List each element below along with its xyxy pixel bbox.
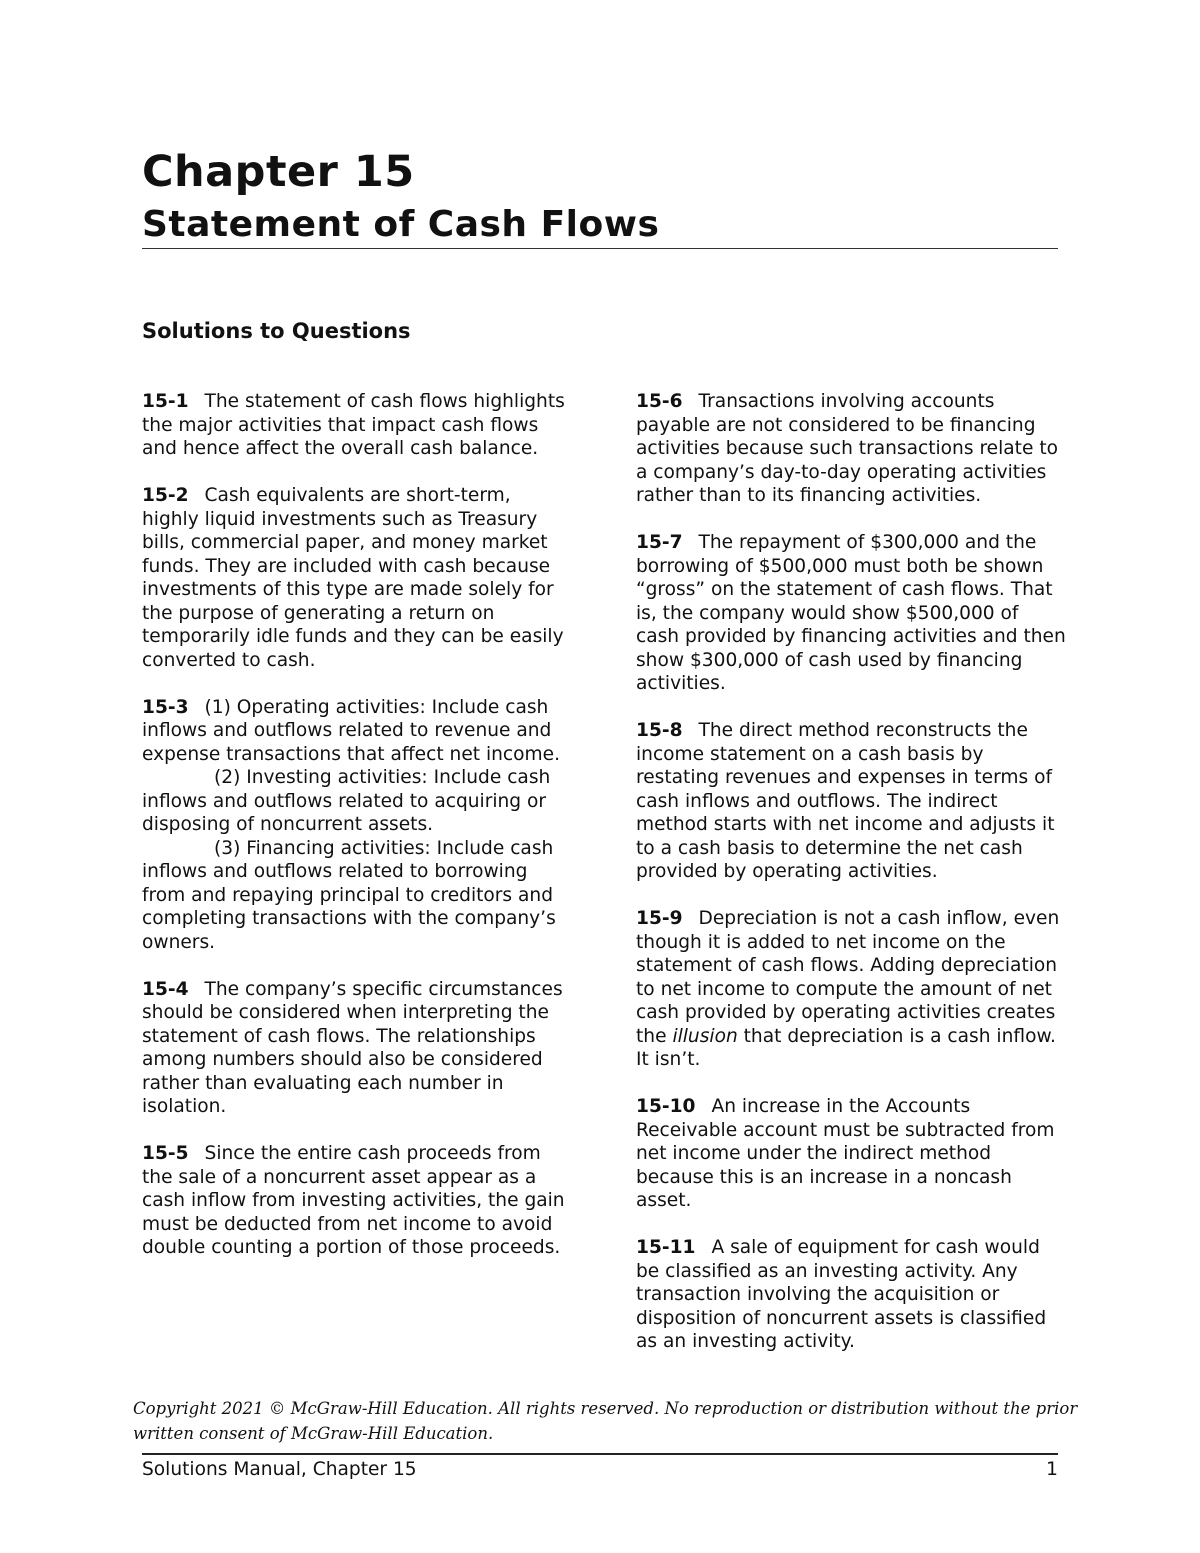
question-15-3 — [142, 696, 572, 955]
answer-paragraph — [636, 1095, 1066, 1213]
answer-text: An increase in the Accounts Receivable account must be subtracted from net income under the indirect method because this is an increase in a noncash asset. — [636, 1096, 1055, 1211]
answer-text: The statement of cash flows highlights the major activities that impact cash flows and hence affect the overall cash balance. — [142, 391, 565, 459]
section-title: Solutions to Questions — [142, 319, 411, 343]
question-15-8 — [636, 719, 1066, 884]
answer-text: Cash equivalents are short-term, highly liquid investments such as Treasury bills, commercial paper, and money market funds. They are included with cash because investments of this type are made solely for the purpose of generating a return on temporarily idle funds and they can be easily converted to cash. — [142, 485, 564, 671]
chapter-title: Statement of Cash Flows — [142, 204, 660, 245]
copyright-notice: Copyright 2021 © McGraw-Hill Education. All rights reserved. No reproduction or distribution without the prior written consent of McGraw-Hill Education. — [133, 1399, 1078, 1443]
question-15-7 — [636, 531, 1066, 696]
answer-paragraph — [636, 719, 1066, 884]
chapter-number: Chapter 15 — [142, 147, 415, 197]
question-number: 15-11 — [636, 1237, 696, 1258]
answer-paragraph — [142, 390, 572, 461]
left-column — [142, 390, 572, 1283]
page-number: 1 — [1046, 1459, 1058, 1480]
question-15-4 — [142, 978, 572, 1119]
chapter-header — [142, 144, 1058, 250]
right-column — [636, 390, 1066, 1377]
answer-text: that depreciation is a cash inflow. It isn’t. — [636, 1025, 1056, 1070]
footer-divider — [142, 1453, 1058, 1455]
answer-text: The repayment of $300,000 and the borrowing of $500,000 must both be shown “gross” on the statement of cash flows. That is, the company would show $500,000 of cash provided by financing activities and then show $300,000 of cash used by financing activities. — [636, 532, 1066, 694]
question-number: 15-2 — [142, 485, 189, 506]
question-15-6 — [636, 390, 1066, 508]
answer-paragraph — [636, 390, 1066, 508]
question-15-10 — [636, 1095, 1066, 1213]
question-number: 15-5 — [142, 1143, 189, 1164]
question-number: 15-1 — [142, 391, 189, 412]
answer-text: (3) Financing activities: Include cash inflows and outflows related to borrowing from and repaying principal to creditors and completing transactions with the company’s owners. — [142, 837, 556, 953]
answer-text: (1) Operating activities: Include cash inflows and outflows related to revenue and expense transactions that affect net income. — [142, 696, 560, 765]
question-number: 15-3 — [142, 696, 189, 718]
question-15-9 — [636, 907, 1066, 1072]
question-number: 15-8 — [636, 720, 683, 741]
answer-text: The direct method reconstructs the income statement on a cash basis by restating revenues and expenses in terms of cash inflows and outflows. The indirect method starts with net income and adjusts it to a cash basis to determine the net cash provided by operating activities. — [636, 720, 1055, 882]
question-number: 15-6 — [636, 391, 683, 412]
answer-paragraph — [142, 1142, 572, 1260]
question-15-2 — [142, 484, 572, 672]
footer-manual-label: Solutions Manual, Chapter 15 — [142, 1459, 417, 1480]
answer-text: (2) Investing activities: Include cash inflows and outflows related to acquiring or disposing of noncurrent assets. — [142, 767, 551, 835]
answer-paragraph — [142, 696, 572, 767]
question-15-5 — [142, 1142, 572, 1260]
question-15-1 — [142, 390, 572, 461]
question-number: 15-9 — [636, 908, 683, 929]
answer-text: Since the entire cash proceeds from the sale of a noncurrent asset appear as a cash inflow from investing activities, the gain must be deducted from net income to avoid double counting a portion of those proceeds. — [142, 1143, 565, 1258]
answer-text: The company’s specific circumstances should be considered when interpreting the statement of cash flows. The relationships among numbers should also be considered rather than evaluating each number in isolation. — [142, 978, 563, 1117]
answer-text: Depreciation is not a cash inflow, even though it is added to net income on the statement of cash flows. Adding depreciation to net income to compute the amount of net cash provided by operating activities creates the — [636, 908, 1060, 1047]
answer-paragraph — [636, 531, 1066, 696]
question-15-11 — [636, 1236, 1066, 1354]
question-number: 15-7 — [636, 532, 683, 553]
question-number: 15-10 — [636, 1096, 696, 1117]
answer-paragraph — [142, 837, 572, 955]
emphasis-text: illusion — [672, 1025, 738, 1047]
header-divider — [142, 248, 1058, 249]
answer-text: A sale of equipment for cash would be classified as an investing activity. Any transaction involving the acquisition or disposition of noncurrent assets is classified as an investing activity. — [636, 1237, 1047, 1352]
answer-paragraph — [142, 766, 572, 837]
answer-paragraph — [142, 978, 572, 1119]
answer-paragraph — [636, 1236, 1066, 1354]
answer-text: Transactions involving accounts payable are not considered to be financing activities because such transactions relate to a company’s day-to-day operating activities rather than to its financing activities. — [636, 391, 1058, 506]
answer-paragraph — [636, 907, 1066, 1072]
question-number: 15-4 — [142, 978, 189, 1000]
answer-paragraph — [142, 484, 572, 672]
